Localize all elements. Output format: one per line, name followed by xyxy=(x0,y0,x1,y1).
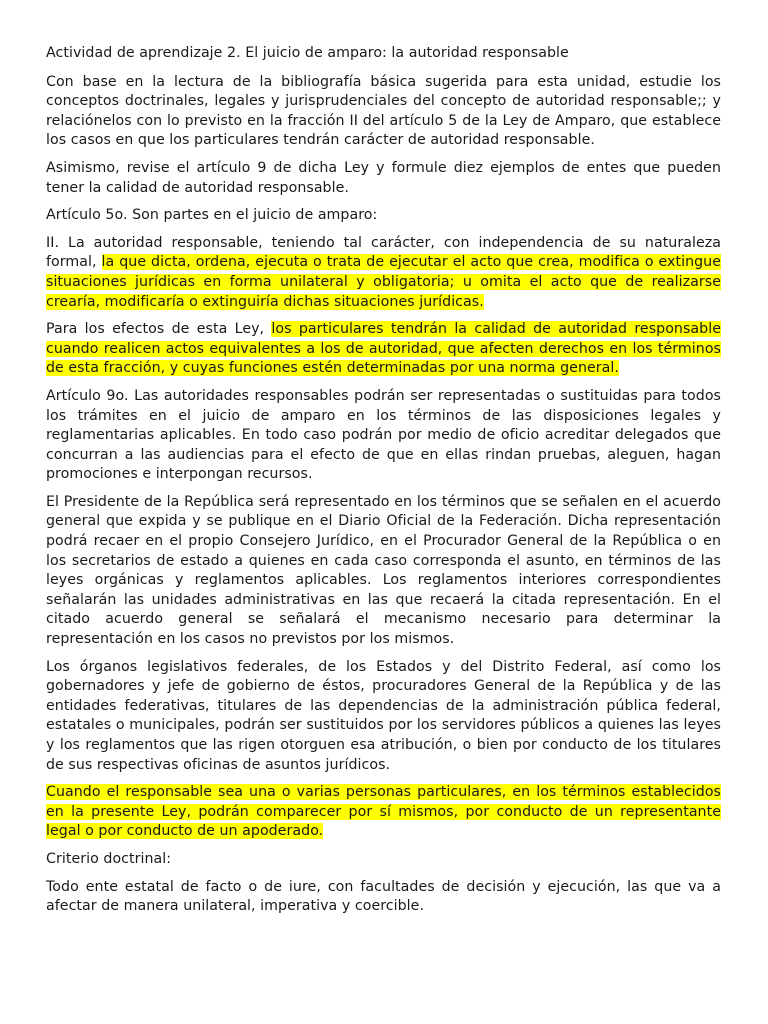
article-9-paragraph-2: El Presidente de la República será representado en los términos que se señalen en el acuerdo general que expida y se publique en el Diario Oficial de la Federación. Dicha representación podrá recaer en el propio Consejero Jurídico, en el Procurador General de la República o en los secretarios de estado a quienes en cada caso corresponda el asunto, en términos de las leyes orgánicas y reglamentos aplicables. Los reglamentos interiores correspondientes señalarán las unidades administrativas en las que recaerá la citada representación. En el citado acuerdo general se señalará el mecanismo necesario para determinar la representación en los casos no previstos por los mismos. xyxy=(46,493,721,648)
article-9-paragraph-3: Los órganos legislativos federales, de los Estados y del Distrito Federal, así como los gobernadores y jefe de gobierno de éstos, procuradores General de la República y de las entidades federativas, titulares de las dependencias de la administración pública federal, estatales o municipales, podrán ser sustituidos por los servidores públicos a quienes las leyes y los reglamentos que las rigen otorguen esa atribución, o bien por conducto de los titulares de sus respectivas oficinas de asuntos jurídicos. xyxy=(46,658,721,773)
criterio-heading: Criterio doctrinal: xyxy=(46,850,172,867)
article-5-fraction-2 xyxy=(46,234,721,312)
highlighted-text: los particulares tendrán la calidad de autoridad responsable cuando realicen actos equivalentes a los de autoridad, que afecten derechos en los términos de esta fracción, y cuyas funciones estén determinadas por una norma general. xyxy=(46,321,721,377)
page-title: Actividad de aprendizaje 2. El juicio de amparo: la autoridad responsable xyxy=(46,45,569,61)
article-5-particulares xyxy=(46,320,721,379)
article-5-fraction-text: II. La autoridad responsable, teniendo tal carácter, con independencia de su naturaleza formal, xyxy=(46,234,721,271)
highlighted-text: Cuando el responsable sea una o varias personas particulares, en los términos establecidos en la presente Ley, podrán comparecer por sí mismos, por conducto de un representante legal o por conducto de un apoderado. xyxy=(46,784,721,840)
intro-paragraph-2: Asimismo, revise el artículo 9 de dicha Ley y formule diez ejemplos de entes que pueden tener la calidad de autoridad responsable. xyxy=(46,159,721,196)
highlighted-text: la que dicta, ordena, ejecuta o trata de ejecutar el acto que crea, modifica o extingue situaciones jurídicas en forma unilateral y obligatoria; u omita el acto que de realizarse crearía, modificaría o extinguiría dichas situaciones jurídicas. xyxy=(46,254,721,310)
article-5-particulares-text: Para los efectos de esta Ley, xyxy=(46,321,272,338)
criterio-text: Todo ente estatal de facto o de iure, con facultades de decisión y ejecución, las que va a afectar de manera unilateral, imperativa y coercible. xyxy=(46,878,721,915)
intro-paragraph-1: Con base en la lectura de la bibliografía básica sugerida para esta unidad, estudie los conceptos doctrinales, legales y jurisprudenciales del concepto de autoridad responsable;; y relaciónelos con lo previsto en la fracción II del artículo 5 de la Ley de Amparo, que establece los casos en que los particulares tendrán carácter de autoridad responsable. xyxy=(46,73,721,149)
article-9-paragraph-1: Artículo 9o. Las autoridades responsables podrán ser representadas o sustituidas para todos los trámites en el juicio de amparo en los términos de las disposiciones legales y reglamentarias aplicables. En todo caso podrán por medio de oficio acreditar delegados que concurran a las audiencias para el efecto de que en ellas rindan pruebas, aleguen, hagan promociones e interpongan recursos. xyxy=(46,387,721,483)
article-9-paragraph-4 xyxy=(46,783,721,842)
article-5-heading: Artículo 5o. Son partes en el juicio de amparo: xyxy=(46,207,378,224)
